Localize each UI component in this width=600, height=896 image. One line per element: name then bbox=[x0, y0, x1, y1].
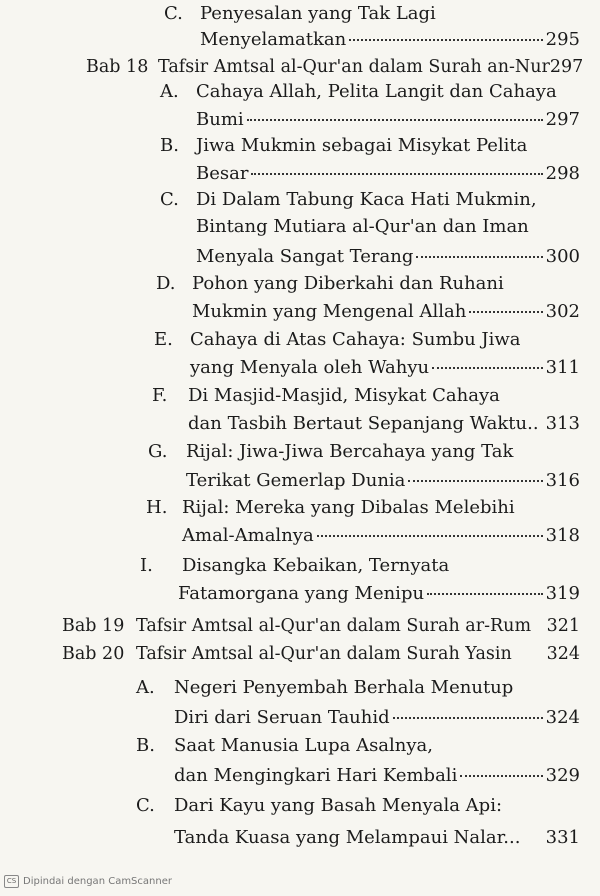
entry-leader-line bbox=[192, 300, 580, 324]
entry-page-number: 324 bbox=[545, 707, 580, 728]
entry-title-line: Rijal: Mereka yang Dibalas Melebihi bbox=[182, 497, 515, 518]
entry-title-line: Fatamorgana yang Menipu bbox=[178, 583, 425, 604]
entry-title-line: Di Masjid-Masjid, Misykat Cahaya bbox=[188, 385, 500, 406]
chapter-title-line bbox=[158, 55, 584, 79]
chapter-title-line bbox=[136, 614, 580, 638]
entry-page-number: 319 bbox=[545, 583, 580, 604]
entry-title-line: Cahaya di Atas Cahaya: Sumbu Jiwa bbox=[190, 329, 521, 350]
entry-title-line: Tanda Kuasa yang Melampaui Nalar... bbox=[174, 827, 521, 848]
entry-page-number: 311 bbox=[545, 357, 580, 378]
chapter-title: Tafsir Amtsal al-Qur'an dalam Surah ar-Rum bbox=[136, 616, 532, 636]
entry-leader-line bbox=[186, 469, 580, 493]
entry-title-line: yang Menyala oleh Wahyu bbox=[190, 357, 430, 378]
chapter-title-line bbox=[136, 642, 580, 666]
entry-title-line: Pohon yang Diberkahi dan Ruhani bbox=[192, 273, 504, 294]
entry-title-line: Terikat Gemerlap Dunia bbox=[186, 470, 406, 491]
entry-leader-line bbox=[188, 412, 580, 436]
entry-page-number: 302 bbox=[545, 301, 580, 322]
entry-letter: C. bbox=[164, 3, 183, 24]
entry-page-number: 324 bbox=[546, 644, 580, 664]
entry-letter: E. bbox=[154, 329, 173, 350]
entry-title-line: Mukmin yang Mengenal Allah bbox=[192, 301, 467, 322]
entry-letter: H. bbox=[146, 497, 168, 518]
entry-letter: I. bbox=[140, 555, 153, 576]
entry-leader-line bbox=[200, 28, 580, 52]
entry-title-line: Disangka Kebaikan, Ternyata bbox=[182, 555, 450, 576]
entry-page-number: 329 bbox=[545, 765, 580, 786]
entry-leader-line bbox=[196, 108, 580, 132]
entry-letter: D. bbox=[156, 273, 176, 294]
entry-page-number: 321 bbox=[546, 616, 580, 636]
entry-leader-line bbox=[196, 162, 580, 186]
camscanner-icon: CS bbox=[4, 875, 19, 888]
entry-leader-line bbox=[174, 764, 580, 788]
entry-letter: B. bbox=[160, 135, 179, 156]
chapter-number: Bab 18 bbox=[86, 57, 149, 77]
entry-leader-line bbox=[174, 706, 580, 730]
entry-page-number: 300 bbox=[545, 246, 580, 267]
entry-title-line: Penyesalan yang Tak Lagi bbox=[200, 3, 436, 24]
entry-title-line: Menyelamatkan bbox=[200, 29, 347, 50]
entry-leader-line bbox=[196, 245, 580, 269]
entry-page-number: 297 bbox=[549, 57, 584, 77]
entry-title-line: dan Mengingkari Hari Kembali bbox=[174, 765, 458, 786]
entry-title-line: Jiwa Mukmin sebagai Misykat Pelita bbox=[196, 135, 528, 156]
entry-title-line: Cahaya Allah, Pelita Langit dan Cahaya bbox=[196, 81, 557, 102]
entry-page-number: 298 bbox=[545, 163, 580, 184]
entry-leader-line bbox=[174, 826, 580, 850]
entry-page-number: 313 bbox=[545, 413, 580, 434]
entry-title-line: Diri dari Seruan Tauhid bbox=[174, 707, 390, 728]
chapter-title: Tafsir Amtsal al-Qur'an dalam Surah an-Nur bbox=[158, 57, 550, 77]
entry-page-number: 318 bbox=[545, 525, 580, 546]
entry-title-line: Saat Manusia Lupa Asalnya, bbox=[174, 735, 434, 756]
entry-title-line: Bintang Mutiara al-Qur'an dan Iman bbox=[196, 216, 529, 237]
entry-leader-line bbox=[182, 524, 580, 548]
entry-letter: A. bbox=[136, 677, 155, 698]
entry-title-line: Dari Kayu yang Basah Menyala Api: bbox=[174, 795, 503, 816]
entry-leader-line bbox=[178, 582, 580, 606]
entry-title-line: Rijal: Jiwa-Jiwa Bercahaya yang Tak bbox=[186, 441, 514, 462]
entry-title-line: Bumi bbox=[196, 109, 244, 130]
chapter-number: Bab 20 bbox=[62, 644, 125, 664]
entry-title-line: Amal-Amalnya bbox=[182, 525, 314, 546]
entry-title-line: Besar bbox=[196, 163, 249, 184]
entry-letter: B. bbox=[136, 735, 155, 756]
entry-letter: C. bbox=[160, 189, 179, 210]
entry-letter: C. bbox=[136, 795, 155, 816]
chapter-number: Bab 19 bbox=[62, 616, 125, 636]
entry-title-line: Negeri Penyembah Berhala Menutup bbox=[174, 677, 514, 698]
entry-page-number: 331 bbox=[545, 827, 580, 848]
entry-title-line: Di Dalam Tabung Kaca Hati Mukmin, bbox=[196, 189, 537, 210]
entry-title-line: Menyala Sangat Terang bbox=[196, 246, 414, 267]
watermark-text: Dipindai dengan CamScanner bbox=[23, 876, 172, 887]
entry-letter: A. bbox=[160, 81, 179, 102]
entry-page-number: 295 bbox=[545, 29, 580, 50]
entry-letter: F. bbox=[152, 385, 168, 406]
entry-title-line: dan Tasbih Bertaut Sepanjang Waktu.. bbox=[188, 413, 539, 434]
entry-letter: G. bbox=[148, 441, 168, 462]
entry-page-number: 297 bbox=[545, 109, 580, 130]
camscanner-watermark bbox=[4, 875, 172, 888]
entry-leader-line bbox=[190, 356, 580, 380]
entry-page-number: 316 bbox=[545, 470, 580, 491]
chapter-title: Tafsir Amtsal al-Qur'an dalam Surah Yasin bbox=[136, 644, 512, 664]
